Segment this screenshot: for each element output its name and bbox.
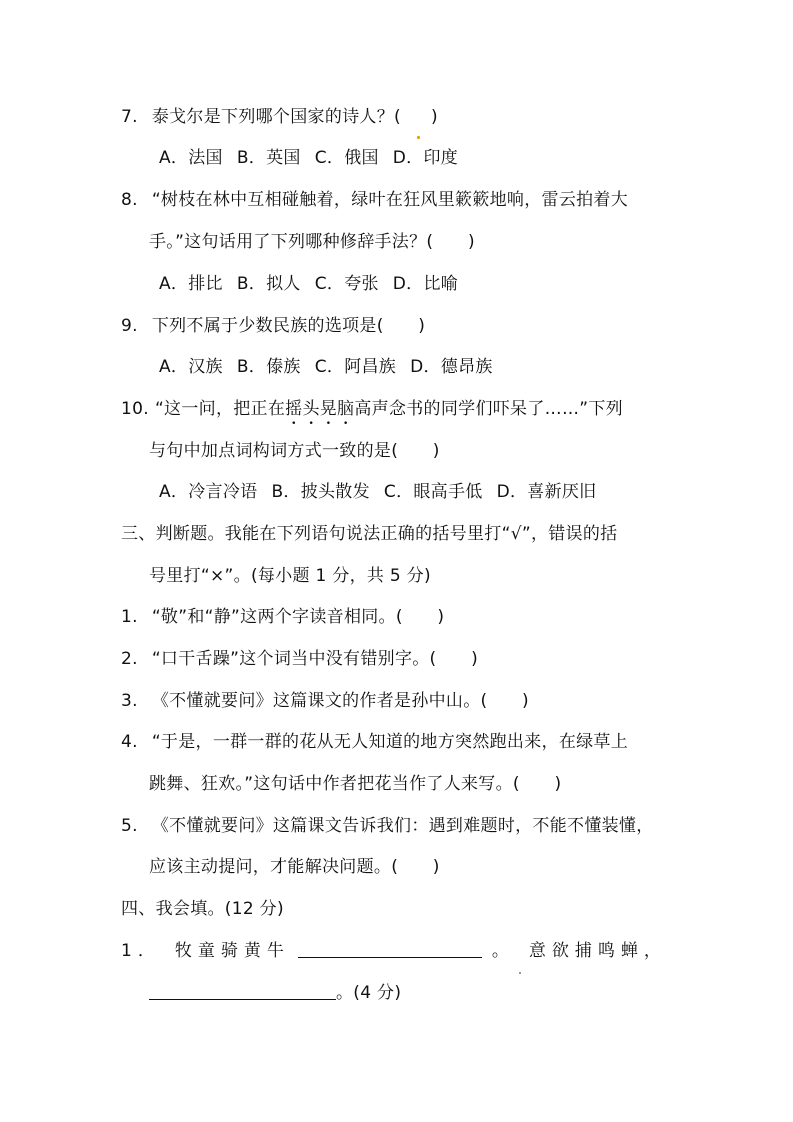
question-number: 10. bbox=[121, 399, 149, 419]
option-a[interactable]: A．汉族 bbox=[159, 357, 223, 377]
item-number: 2. bbox=[121, 649, 138, 669]
option-c[interactable]: C．夸张 bbox=[314, 274, 379, 294]
question-9 bbox=[121, 314, 425, 338]
option-d[interactable]: D．比喻 bbox=[392, 274, 459, 294]
item-text: “敬”和“静”这两个字读音相同。( ) bbox=[151, 607, 445, 627]
item-text-line1: 《不懂就要问》这篇课文告诉我们：遇到难题时，不能不懂装懂， bbox=[151, 816, 654, 836]
judge-item-4 bbox=[121, 730, 628, 754]
item-text: “口干舌躁”这个词当中没有错别字。( ) bbox=[151, 649, 479, 669]
question-stem: 泰戈尔是下列哪个国家的诗人？( bbox=[151, 107, 401, 127]
question-7-options bbox=[159, 146, 458, 170]
option-d[interactable]: D．喜新厌旧 bbox=[496, 482, 597, 502]
option-b[interactable]: B．拟人 bbox=[236, 274, 301, 294]
item-text: 《不懂就要问》这篇课文的作者是孙中山。( ) bbox=[151, 691, 529, 711]
question-number: 9. bbox=[121, 316, 138, 336]
fill-blank-1[interactable] bbox=[298, 957, 482, 958]
poem-part-2: 意欲捕鸣蝉， bbox=[528, 941, 667, 961]
question-stem: 下列不属于少数民族的选项是( ) bbox=[151, 316, 426, 336]
option-d[interactable]: D．德昂族 bbox=[410, 357, 493, 377]
option-a[interactable]: A．排比 bbox=[159, 274, 223, 294]
option-d[interactable]: D．印度 bbox=[392, 148, 459, 168]
judge-item-4-line2: 跳舞、狂欢。”这句话中作者把花当作了人来写。( ) bbox=[149, 774, 562, 794]
question-8-line2: 手。”这句话用了下列哪种修辞手法？( ) bbox=[149, 232, 475, 252]
fill-question-1-line2: 。(4 分) bbox=[149, 981, 401, 1005]
item-text-line1: “于是，一群一群的花从无人知道的地方突然跑出来，在绿草上 bbox=[151, 732, 629, 752]
option-c[interactable]: C．眼高手低 bbox=[383, 482, 483, 502]
fill-blank-2[interactable] bbox=[149, 999, 336, 1000]
judge-item-5-line2: 应该主动提问，才能解决问题。( ) bbox=[149, 857, 440, 877]
judge-item-5 bbox=[121, 814, 654, 838]
item-number: 3. bbox=[121, 691, 138, 711]
item-number: 5. bbox=[121, 816, 138, 836]
section-3-heading-line2: 号里打“×”。(每小题 1 分，共 5 分) bbox=[149, 566, 431, 586]
question-8 bbox=[121, 188, 628, 212]
item-number: 4. bbox=[121, 732, 138, 752]
option-b[interactable]: B．披头散发 bbox=[271, 482, 370, 502]
question-9-options bbox=[159, 355, 493, 379]
option-b[interactable]: B．英国 bbox=[236, 148, 301, 168]
option-c[interactable]: C．阿昌族 bbox=[314, 357, 397, 377]
section-3-heading: 三、判断题。我能在下列语句说法正确的括号里打“√”，错误的括 bbox=[121, 524, 618, 544]
section-4-heading: 四、我会填。(12 分) bbox=[121, 899, 284, 919]
option-c[interactable]: C．俄国 bbox=[314, 148, 379, 168]
judge-item-1 bbox=[121, 605, 444, 629]
fill-question-1: 1． 牧童骑黄牛 。 意欲捕鸣蝉， bbox=[121, 939, 667, 963]
question-8-options bbox=[159, 272, 458, 296]
judge-item-2 bbox=[121, 647, 478, 671]
option-a[interactable]: A．冷言冷语 bbox=[159, 482, 258, 502]
option-b[interactable]: B．傣族 bbox=[236, 357, 301, 377]
judge-item-3 bbox=[121, 689, 529, 713]
question-10: 10. “这一问，把正在摇头晃脑高声念书的同学们吓呆了……”下列 bbox=[121, 399, 623, 419]
question-number: 1． bbox=[121, 941, 161, 961]
dotted-word: 摇头晃脑 bbox=[285, 399, 355, 419]
question-number: 8. bbox=[121, 190, 138, 210]
question-stem-line1: “树枝在林中互相碰触着，绿叶在狂风里簌簌地响，雷云拍着大 bbox=[151, 190, 629, 210]
question-10-line2: 与句中加点词构词方式一致的是( ) bbox=[149, 441, 440, 461]
option-a[interactable]: A．法国 bbox=[159, 148, 223, 168]
item-number: 1. bbox=[121, 607, 138, 627]
question-10-options bbox=[159, 480, 596, 504]
question-7: 7. 泰戈尔是下列哪个国家的诗人？( ) bbox=[121, 105, 438, 129]
poem-part-1: 牧童骑黄牛 bbox=[174, 941, 290, 961]
question-number: 7. bbox=[121, 107, 138, 127]
